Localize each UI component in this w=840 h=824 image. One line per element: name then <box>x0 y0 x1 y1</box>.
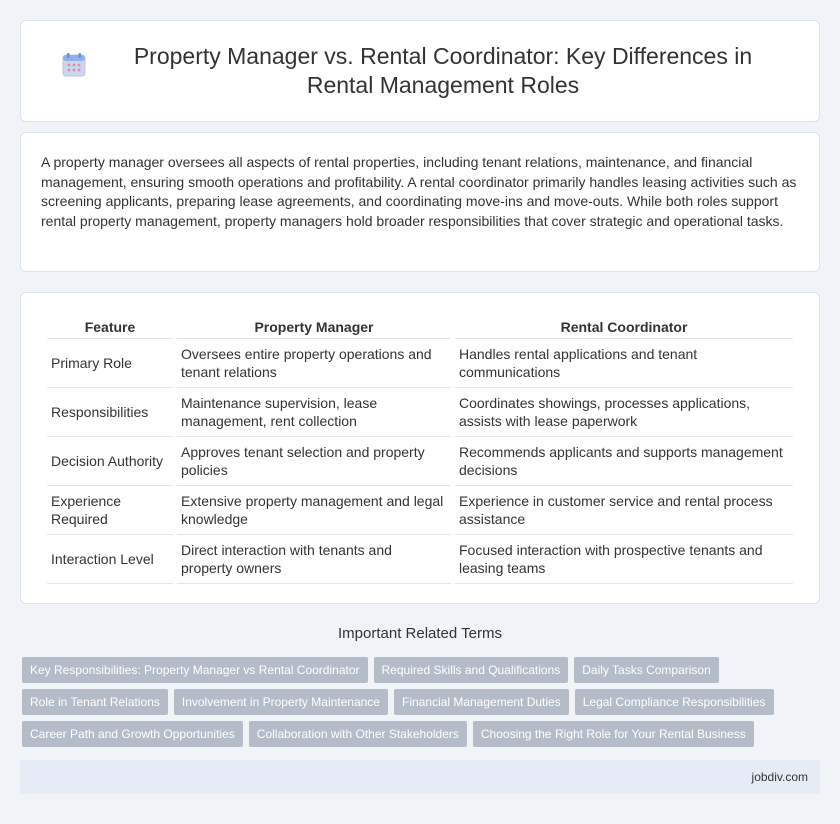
table-header-row <box>47 309 793 339</box>
related-tag[interactable]: Career Path and Growth Opportunities <box>22 721 243 747</box>
row-property-manager: Oversees entire property operations and tenant relations <box>177 339 451 388</box>
related-tag[interactable]: Collaboration with Other Stakeholders <box>249 721 467 747</box>
row-rental-coordinator: Handles rental applications and tenant communications <box>455 339 793 388</box>
row-feature: Primary Role <box>47 339 173 388</box>
related-terms-tags <box>22 657 812 753</box>
table-row <box>47 437 793 486</box>
related-tag[interactable]: Involvement in Property Maintenance <box>174 689 388 715</box>
row-rental-coordinator: Experience in customer service and rental process assistance <box>455 486 793 535</box>
footer <box>20 760 820 794</box>
related-tag[interactable]: Daily Tasks Comparison <box>574 657 719 683</box>
related-tag[interactable]: Key Responsibilities: Property Manager vs Rental Coordinator <box>22 657 368 683</box>
row-feature: Interaction Level <box>47 535 173 584</box>
related-tag[interactable]: Role in Tenant Relations <box>22 689 168 715</box>
row-property-manager: Maintenance supervision, lease management, rent collection <box>177 388 451 437</box>
related-terms-title: Important Related Terms <box>338 625 502 642</box>
related-tag[interactable]: Legal Compliance Responsibilities <box>575 689 774 715</box>
table-row <box>47 388 793 437</box>
table-row <box>47 535 793 584</box>
row-rental-coordinator: Recommends applicants and supports management decisions <box>455 437 793 486</box>
calendar-icon <box>61 52 87 78</box>
row-property-manager: Direct interaction with tenants and property owners <box>177 535 451 584</box>
intro-card <box>20 132 820 272</box>
table-row <box>47 486 793 535</box>
table-row <box>47 339 793 388</box>
row-feature: Responsibilities <box>47 388 173 437</box>
row-rental-coordinator: Coordinates showings, processes applications, assists with lease paperwork <box>455 388 793 437</box>
row-feature: Experience Required <box>47 486 173 535</box>
header-property-manager: Property Manager <box>177 309 451 339</box>
header-rental-coordinator: Rental Coordinator <box>455 309 793 339</box>
comparison-table-card <box>20 292 820 604</box>
title-wrap <box>61 42 779 100</box>
related-tag[interactable]: Required Skills and Qualifications <box>374 657 569 683</box>
page-title: Property Manager vs. Rental Coordinator: Key Differences in Rental Management Roles <box>133 43 753 98</box>
row-property-manager: Approves tenant selection and property policies <box>177 437 451 486</box>
header-card <box>20 20 820 122</box>
related-tag[interactable]: Choosing the Right Role for Your Rental Business <box>473 721 754 747</box>
intro-text: A property manager oversees all aspects of rental properties, including tenant relations, maintenance, and financial management, ensuring smooth operations and profitability. A rental coordinator primarily handles leasing activities such as screening applicants, preparing lease agreements, and coordinating move-ins and move-outs. While both roles support rental property management, property managers hold broader responsibilities that cover strategic and operational tasks. <box>41 154 797 229</box>
related-tag[interactable]: Financial Management Duties <box>394 689 569 715</box>
row-rental-coordinator: Focused interaction with prospective tenants and leasing teams <box>455 535 793 584</box>
comparison-table <box>43 309 797 584</box>
row-feature: Decision Authority <box>47 437 173 486</box>
row-property-manager: Extensive property management and legal knowledge <box>177 486 451 535</box>
footer-site-link[interactable]: jobdiv.com <box>751 770 808 784</box>
header-feature: Feature <box>47 309 173 339</box>
